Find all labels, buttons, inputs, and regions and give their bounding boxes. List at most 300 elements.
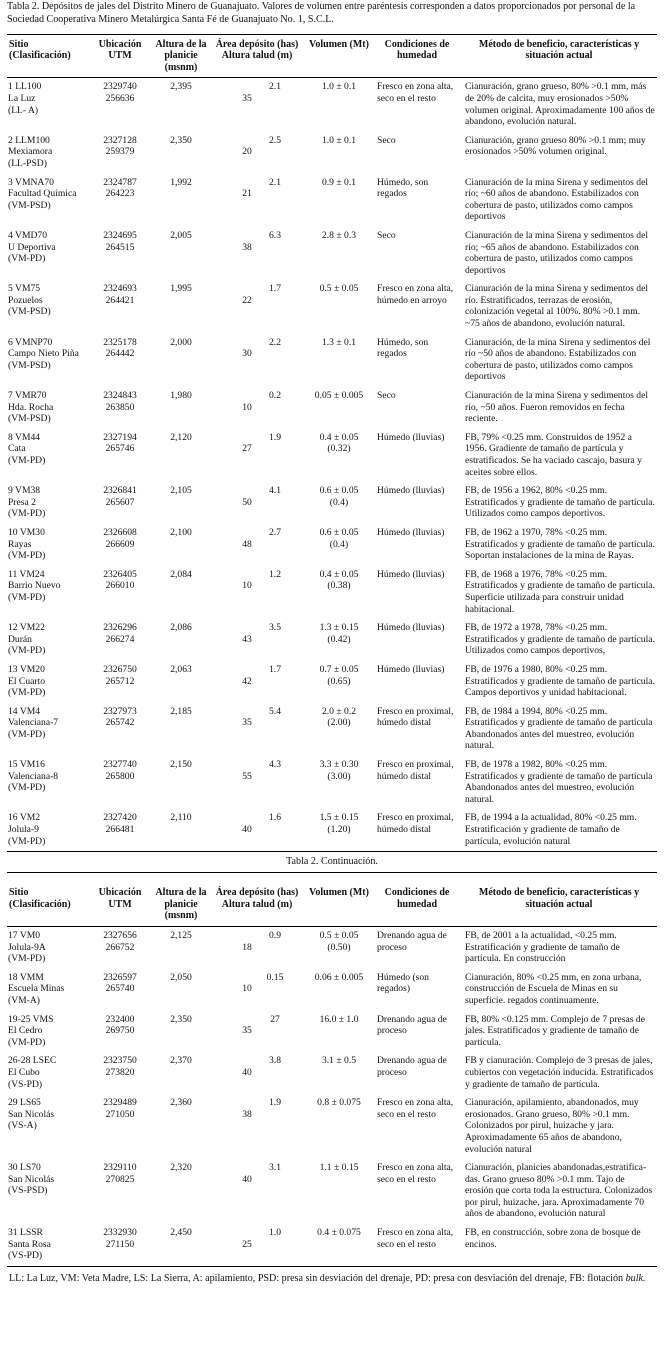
- cell-humidity: Húmedo (lluvias): [377, 526, 445, 538]
- cell-humidity: Fresco en proximal, húmedo distal: [377, 705, 454, 729]
- volume-value: 2.0 ± 0.2: [321, 705, 357, 717]
- site-line: 6 VMNP70: [8, 336, 53, 348]
- cell-site: [7, 174, 87, 227]
- cell-volume: [305, 1052, 373, 1094]
- cell-area: [209, 387, 305, 429]
- cell-area: [209, 78, 305, 132]
- site-line: (VM-PD): [8, 253, 46, 265]
- area-value: 0.15: [266, 971, 284, 983]
- cell-altitude: 2,120: [170, 431, 192, 443]
- table-row: [7, 429, 657, 482]
- volume-value: 3.3 ± 0.30: [319, 759, 359, 771]
- table-row: [7, 1094, 657, 1159]
- site-line: 14 VM4: [8, 705, 41, 717]
- volume-value: 1.1 ± 0.15: [319, 1162, 359, 1174]
- site-line: La Luz: [8, 92, 36, 104]
- site-line: (VM-PD): [8, 835, 46, 847]
- volume-value: 3.1 ± 0.5: [321, 1055, 357, 1067]
- cell-humidity: Fresco en zona alta, seco en el resto: [373, 1224, 461, 1266]
- utm-coordinate: 2325178: [103, 336, 137, 348]
- site-line: Hda. Rocha: [8, 401, 54, 413]
- table-row: [7, 387, 657, 429]
- cell-humidity: Seco: [377, 390, 396, 402]
- cell-volume: [305, 387, 373, 429]
- talud-value: 40: [242, 1173, 252, 1185]
- cell-method: Cianuración, apilamiento, abandonados, muy erosionados. Grano grueso, 80% >0.1 mm. Colonizados por pirul, huizache y jara. Aproximadamente 65 años de abandono, evolución natural: [465, 1097, 639, 1155]
- cell-humidity: Húmedo (lluvias): [377, 622, 445, 634]
- cell-utm: [87, 280, 153, 333]
- cell-method: Cianuración, grano grueso 80% >0.1 mm; muy erosionados >50% volumen original.: [465, 134, 646, 158]
- cell-method: FB, de 1962 a 1970, 78% <0.25 mm. Estratificados y gradiente de tamaño de partícula. Soportan instalaciones de la mina de Rayas.: [465, 526, 655, 562]
- site-line: Rayas: [8, 538, 32, 550]
- site-line: 26-28 LSEC: [8, 1055, 57, 1067]
- cell-altitude: 2,350: [170, 134, 192, 146]
- area-value: 1.7: [269, 283, 281, 295]
- cell-site: [7, 1224, 87, 1266]
- cell-volume: [305, 969, 373, 1011]
- cell-utm: [87, 1094, 153, 1159]
- cell-site: [7, 661, 87, 703]
- table-row: [7, 280, 657, 333]
- talud-value: 10: [242, 401, 252, 413]
- table-footnote: [7, 1273, 657, 1286]
- site-line: Santa Rosa: [8, 1238, 51, 1250]
- site-line: Jolula-9A: [8, 941, 46, 953]
- cell-altitude: 2,370: [170, 1055, 192, 1067]
- cell-area: [209, 1052, 305, 1094]
- cell-method: Cianuración de la mina Sirena y sedimentos del río; ~60 años de abandono. Estabilizados con cobertura de pasto, utilizados como campos deportivos: [465, 176, 649, 223]
- cell-utm: [87, 927, 153, 969]
- cell-utm: [87, 1011, 153, 1053]
- talud-value: 10: [242, 580, 252, 592]
- utm-coordinate: 2326608: [103, 526, 137, 538]
- table-caption: Tabla 2. Depósitos de jales del Distrito Minero de Guanajuato. Valores de volumen entre paréntesis corresponden a datos proporcionados por personal de la Sociedad Cooperativa Minero Metalúrgica Santa Fé de Guanajuato No. 1, S.C.L.: [7, 1, 636, 25]
- header-method: Método de beneficio, características y situación actual: [461, 34, 657, 78]
- site-line: Facultad Química: [8, 188, 77, 200]
- site-line: San Nicolás: [8, 1108, 55, 1120]
- cell-humidity: Húmedo, son regados: [377, 336, 429, 360]
- site-line: San Nicolás: [8, 1173, 55, 1185]
- cell-area: [209, 619, 305, 661]
- area-value: 3.8: [269, 1055, 281, 1067]
- header-area: Área depósito (has) Altura talud (m): [209, 34, 305, 78]
- cell-site: [7, 1052, 87, 1094]
- site-line: (VM-A): [8, 994, 40, 1006]
- site-line: Campo Nieto Piña: [8, 348, 79, 360]
- volume-value: (0.50): [327, 941, 351, 953]
- utm-coordinate: 2327656: [103, 930, 137, 941]
- cell-volume: [305, 482, 373, 524]
- cell-site: [7, 280, 87, 333]
- cell-site: [7, 1094, 87, 1159]
- area-value: 1.7: [269, 663, 281, 675]
- cell-volume: [305, 280, 373, 333]
- table-row: [7, 809, 657, 851]
- cell-utm: [87, 429, 153, 482]
- cell-site: [7, 524, 87, 566]
- cell-altitude: 1,992: [170, 176, 192, 188]
- site-line: (VM-PD): [8, 508, 46, 520]
- cell-altitude: 2,360: [170, 1097, 192, 1109]
- cell-site: [7, 927, 87, 969]
- area-value: 0.2: [269, 390, 281, 402]
- header-utm: Ubicación UTM: [87, 34, 153, 78]
- site-line: (VM-PD): [8, 728, 46, 740]
- volume-value: (0.38): [327, 580, 351, 592]
- cell-volume: [305, 1011, 373, 1053]
- header-site: Sitio (Clasificación): [7, 34, 87, 78]
- site-line: El Cubo: [8, 1066, 40, 1078]
- utm-coordinate: 2329110: [103, 1162, 137, 1174]
- site-line: 7 VMR70: [8, 390, 47, 402]
- header-altitude: Altura de la planicie (msnm): [153, 873, 209, 927]
- table-row: [7, 1224, 657, 1266]
- cell-method: FB, de 2001 a la actualidad, <0.25 mm. Estratificación y gradiente de tamaño de partícula. En construcción: [465, 930, 620, 965]
- utm-coordinate: 2329489: [103, 1097, 137, 1109]
- site-line: 29 LS65: [8, 1097, 41, 1109]
- area-value: 1.9: [269, 1097, 281, 1109]
- talud-value: 30: [242, 348, 252, 360]
- volume-value: (0.4): [329, 538, 349, 550]
- cell-area: [209, 482, 305, 524]
- area-value: 1.2: [269, 568, 281, 580]
- area-value: 2.7: [269, 526, 281, 538]
- cell-humidity: Fresco en zona alta, seco en el resto: [377, 81, 454, 104]
- cell-utm: [87, 387, 153, 429]
- area-value: 5.4: [269, 705, 281, 717]
- site-line: (LL- A): [8, 104, 39, 116]
- header-site: Sitio (Clasificación): [7, 873, 87, 927]
- cell-area: [209, 524, 305, 566]
- cell-area: [209, 1094, 305, 1159]
- cell-area: [209, 927, 305, 969]
- area-value: 4.3: [269, 759, 281, 771]
- utm-coordinate: 264515: [105, 241, 135, 253]
- utm-coordinate: 273820: [105, 1066, 135, 1078]
- cell-altitude: 2,086: [170, 622, 192, 634]
- cell-utm: [87, 1224, 153, 1266]
- site-line: (VS-PD): [8, 1078, 43, 1090]
- cell-altitude: 2,110: [153, 809, 209, 851]
- cell-area: [209, 809, 305, 851]
- talud-value: 20: [242, 146, 252, 158]
- cell-utm: [87, 78, 153, 132]
- utm-coordinate: 266752: [105, 941, 135, 953]
- volume-value: (1.20): [327, 824, 351, 836]
- cell-volume: [305, 619, 373, 661]
- site-line: El Cedro: [8, 1025, 43, 1037]
- site-line: (VS-PD): [8, 1250, 43, 1262]
- cell-altitude: 2,395: [170, 81, 192, 93]
- site-line: Pozuelos: [8, 294, 43, 306]
- utm-coordinate: 266274: [105, 633, 135, 645]
- cell-volume: [305, 661, 373, 703]
- cell-area: [209, 661, 305, 703]
- cell-altitude: 2,450: [153, 1224, 209, 1266]
- cell-humidity: Fresco en proximal, húmedo distal: [377, 759, 454, 782]
- cell-method: FB, de 1994 a la actualidad, 80% <0.25 mm. Estratificación y gradiente de tamaño de partícula, evolución natural: [461, 809, 657, 851]
- footnote-text: LL: La Luz, VM: Veta Madre, LS: La Sierra, A: apilamiento, PSD: presa sin desviación del drenaje, PD: presa con desviación del drenaje, FB: flotación: [9, 1272, 624, 1284]
- site-line: Cata: [8, 443, 26, 455]
- header-utm: Ubicación UTM: [87, 873, 153, 927]
- site-line: Barrio Nuevo: [8, 580, 61, 592]
- utm-coordinate: 2324695: [103, 229, 137, 241]
- utm-coordinate: 2326296: [103, 622, 137, 634]
- table-row: [7, 227, 657, 280]
- cell-altitude: 2,150: [170, 759, 192, 771]
- volume-value: 1.5 ± 0.15: [319, 812, 359, 824]
- talud-value: 18: [242, 941, 252, 953]
- cell-method: Cianuración, de la mina Sirena y sedimentos del río ~50 años de abandono. Estabilizados con cobertura de pasto, utilizados como campos deportivos: [465, 336, 651, 383]
- cell-altitude: 2,350: [170, 1013, 192, 1025]
- cell-altitude: 2,063: [170, 663, 192, 675]
- volume-value: 0.4 ± 0.05: [319, 568, 359, 580]
- site-line: Mexiamora: [8, 146, 53, 158]
- site-line: Escuela Minas: [8, 983, 65, 995]
- site-line: (VS-PSD): [8, 1185, 48, 1197]
- cell-area: [209, 969, 305, 1011]
- site-line: (VS-A): [8, 1120, 37, 1132]
- cell-area: [209, 174, 305, 227]
- site-line: 5 VM75: [8, 283, 41, 295]
- cell-altitude: 2,050: [170, 971, 192, 983]
- cell-site: [7, 429, 87, 482]
- area-value: 1.0: [269, 1227, 281, 1239]
- site-line: (VM-PD): [8, 687, 46, 699]
- utm-coordinate: 2324843: [103, 390, 137, 402]
- table-row: [7, 1159, 657, 1224]
- utm-coordinate: 2326597: [103, 971, 137, 983]
- utm-coordinate: 2324693: [103, 283, 137, 295]
- cell-humidity: Drenando agua de proceso: [377, 1055, 447, 1078]
- site-line: (VM-PSD): [8, 359, 51, 371]
- talud-value: 40: [242, 1066, 252, 1078]
- utm-coordinate: 265800: [105, 770, 135, 782]
- cell-area: [209, 1159, 305, 1224]
- site-line: (VM-PD): [8, 645, 46, 657]
- cell-utm: [87, 1052, 153, 1094]
- cell-site: [7, 227, 87, 280]
- site-line: U Deportiva: [8, 241, 56, 253]
- cell-method: FB, de 1968 a 1976, 78% <0.25 mm. Estratificados y gradiente de tamaño de partícula. Superficie utilizada para construir unidad habitacional.: [465, 568, 655, 615]
- cell-method: Cianuración, grano grueso, 80% >0.1 mm, más de 20% de calcita, muy erosionados >50% volumen original. Aproximadamente 100 años de abandono, evolución natural.: [465, 81, 655, 128]
- table-row: [7, 756, 657, 809]
- utm-coordinate: 265607: [105, 496, 135, 508]
- site-line: 13 VM20: [8, 663, 45, 675]
- cell-method: FB, en construcción, sobre zona de bosque de encinos.: [461, 1224, 657, 1266]
- table-row: [7, 566, 657, 619]
- volume-value: 0.8 ± 0.075: [317, 1097, 361, 1109]
- site-line: (VM-PD): [8, 782, 46, 794]
- site-line: 8 VM44: [8, 431, 41, 443]
- cell-volume: [305, 334, 373, 387]
- table-row: [7, 174, 657, 227]
- utm-coordinate: 2327194: [103, 431, 137, 443]
- talud-value: 35: [242, 1025, 252, 1037]
- site-line: (VM-PSD): [8, 413, 51, 425]
- cell-site: [7, 809, 87, 851]
- cell-area: [209, 334, 305, 387]
- cell-altitude: 2,320: [170, 1162, 192, 1174]
- cell-utm: [87, 756, 153, 809]
- table-header-row: [7, 873, 657, 927]
- volume-value: 16.0 ± 1.0: [319, 1013, 359, 1025]
- utm-coordinate: 2326750: [103, 663, 137, 675]
- cell-site: [7, 387, 87, 429]
- tailings-table-continued: [7, 872, 657, 1267]
- cell-area: [209, 756, 305, 809]
- cell-humidity: Seco: [377, 134, 396, 146]
- volume-value: 0.05 ± 0.005: [314, 390, 364, 402]
- utm-coordinate: 271150: [105, 1238, 135, 1250]
- table-row: [7, 619, 657, 661]
- site-line: (VM-PSD): [8, 306, 51, 318]
- cell-method: FB y cianuración. Complejo de 3 presas de jales, cubiertos con vegetación inducida. Estratificados y gradiente de tamaño de partícula.: [465, 1055, 654, 1090]
- cell-volume: [305, 1159, 373, 1224]
- cell-method: FB, de 1976 a 1980, 80% <0.25 mm. Estratificados y gradiente de tamaño de partícula. Campos deportivos y unidad habitacional.: [465, 663, 655, 699]
- cell-site: [7, 78, 87, 132]
- utm-coordinate: 2327740: [103, 759, 137, 771]
- site-line: Valenciana-8: [8, 770, 59, 782]
- cell-site: [7, 969, 87, 1011]
- talud-value: 48: [242, 538, 252, 550]
- site-line: 4 VMD70: [8, 229, 48, 241]
- site-line: (VM-PD): [8, 953, 46, 965]
- talud-value: 40: [242, 824, 252, 836]
- cell-site: [7, 1159, 87, 1224]
- table-body: [7, 927, 657, 1267]
- area-value: 1.9: [269, 431, 281, 443]
- utm-coordinate: 263850: [105, 401, 135, 413]
- site-line: Durán: [8, 633, 32, 645]
- talud-value: 50: [242, 496, 252, 508]
- area-value: 3.5: [269, 622, 281, 634]
- table-row: [7, 1011, 657, 1053]
- cell-altitude: 2,005: [170, 229, 192, 241]
- cell-method: Cianuración de la mina Sirena y sedimentos del río, ~50 años. Fueron removidos en fecha reciente.: [465, 390, 649, 425]
- cell-method: Cianuración de la mina Sirena y sedimentos del río; ~65 años de abandono. Estabilizados con cobertura de pasto, utilizados como campos deportivos: [465, 229, 649, 276]
- area-value: 3.1: [269, 1162, 281, 1174]
- area-value: 2.1: [269, 81, 281, 93]
- table-row: [7, 703, 657, 756]
- utm-coordinate: 265742: [105, 717, 135, 729]
- header-volume: Volumen (Mt): [305, 873, 373, 927]
- cell-utm: [87, 524, 153, 566]
- header-humidity: Condiciones de humedad: [373, 34, 461, 78]
- cell-altitude: 1,980: [170, 390, 192, 402]
- utm-coordinate: 2327128: [103, 134, 137, 146]
- area-value: 2.2: [269, 336, 281, 348]
- utm-coordinate: 2323750: [103, 1055, 137, 1067]
- utm-coordinate: 2326405: [103, 568, 137, 580]
- utm-coordinate: 2327420: [103, 812, 137, 824]
- site-line: 11 VM24: [8, 568, 45, 580]
- header-area: Área depósito (has) Altura talud (m): [209, 873, 305, 927]
- site-line: Valenciana-7: [8, 717, 59, 729]
- cell-altitude: 2,000: [170, 336, 192, 348]
- talud-value: 10: [242, 983, 252, 995]
- utm-coordinate: 2324787: [103, 176, 137, 188]
- cell-utm: [87, 566, 153, 619]
- table-row: [7, 524, 657, 566]
- area-value: 2.1: [269, 176, 281, 188]
- cell-method: FB, de 1984 a 1994, 80% <0.25 mm. Estratificados y gradiente de tamaño de partícula Abandonados antes del muestreo, evolución natural.: [465, 705, 653, 752]
- area-value: 6.3: [269, 229, 281, 241]
- talud-value: 38: [242, 241, 252, 253]
- cell-area: [209, 1224, 305, 1266]
- area-value: 2.5: [269, 134, 281, 146]
- cell-method: FB, de 1972 a 1978, 78% <0.25 mm. Estratificados y gradiente de tamaño de partícula. Utilizados como campos deportivos,: [465, 622, 655, 657]
- cell-humidity: Fresco en zona alta, seco en el resto: [377, 1097, 454, 1120]
- volume-value: (0.42): [327, 633, 351, 645]
- cell-humidity: Fresco en zona alta, seco en el resto: [377, 1162, 454, 1185]
- utm-coordinate: 265740: [105, 983, 135, 995]
- cell-area: [209, 132, 305, 174]
- cell-volume: [305, 78, 373, 132]
- cell-volume: [305, 429, 373, 482]
- table-row: [7, 132, 657, 174]
- volume-value: 1.3 ± 0.15: [319, 622, 359, 634]
- header-volume: Volumen (Mt): [305, 34, 373, 78]
- utm-coordinate: 265712: [105, 675, 135, 687]
- utm-coordinate: 264442: [105, 348, 135, 360]
- site-line: (VM-PD): [8, 591, 46, 603]
- cell-altitude: 2,185: [170, 705, 192, 717]
- site-line: (VM-PSD): [8, 199, 51, 211]
- volume-value: (0.32): [327, 443, 351, 455]
- cell-method: Cianuración de la mina Sirena y sedimentos del río. Estratificados, terrazas de erosión, colonización vegetal al 100%. 80% >0.1 mm. ~75 años de abandono, evolución natural.: [465, 283, 649, 330]
- area-value: 4.1: [269, 485, 281, 497]
- cell-utm: [87, 1159, 153, 1224]
- talud-value: 25: [242, 1238, 252, 1250]
- table-row: [7, 969, 657, 1011]
- volume-value: 0.7 ± 0.05: [319, 663, 359, 675]
- site-line: (VM-PD): [8, 550, 46, 562]
- cell-method: FB, 80% <0.125 mm. Complejo de 7 presas de jales. Estratificados y gradiente de tamaño de partícula.: [465, 1013, 645, 1048]
- volume-value: 0.5 ± 0.05: [319, 930, 359, 941]
- cell-utm: [87, 619, 153, 661]
- cell-volume: [305, 1224, 373, 1266]
- talud-value: 55: [242, 770, 252, 782]
- table-row: [7, 334, 657, 387]
- cell-volume: [305, 524, 373, 566]
- cell-volume: [305, 132, 373, 174]
- cell-altitude: 2,125: [170, 930, 192, 941]
- site-line: (VM-PD): [8, 455, 46, 466]
- utm-coordinate: 265746: [105, 443, 135, 455]
- cell-area: [209, 227, 305, 280]
- utm-coordinate: 264421: [105, 294, 135, 306]
- utm-coordinate: 2326841: [103, 485, 137, 497]
- volume-value: 0.06 ± 0.005: [314, 971, 364, 983]
- cell-volume: [305, 927, 373, 969]
- utm-coordinate: 2332930: [103, 1227, 137, 1239]
- cell-area: [209, 280, 305, 333]
- cell-site: [7, 1011, 87, 1053]
- site-line: Presa 2: [8, 496, 36, 508]
- cell-utm: [87, 227, 153, 280]
- volume-value: 1.0 ± 0.1: [321, 134, 357, 146]
- cell-site: [7, 132, 87, 174]
- cell-site: [7, 703, 87, 756]
- table-row: [7, 482, 657, 524]
- area-value: 1.6: [269, 812, 281, 824]
- utm-coordinate: 270825: [105, 1173, 135, 1185]
- cell-utm: [87, 809, 153, 851]
- cell-altitude: 2,100: [170, 526, 192, 538]
- cell-utm: [87, 174, 153, 227]
- site-line: 17 VM0: [8, 930, 41, 941]
